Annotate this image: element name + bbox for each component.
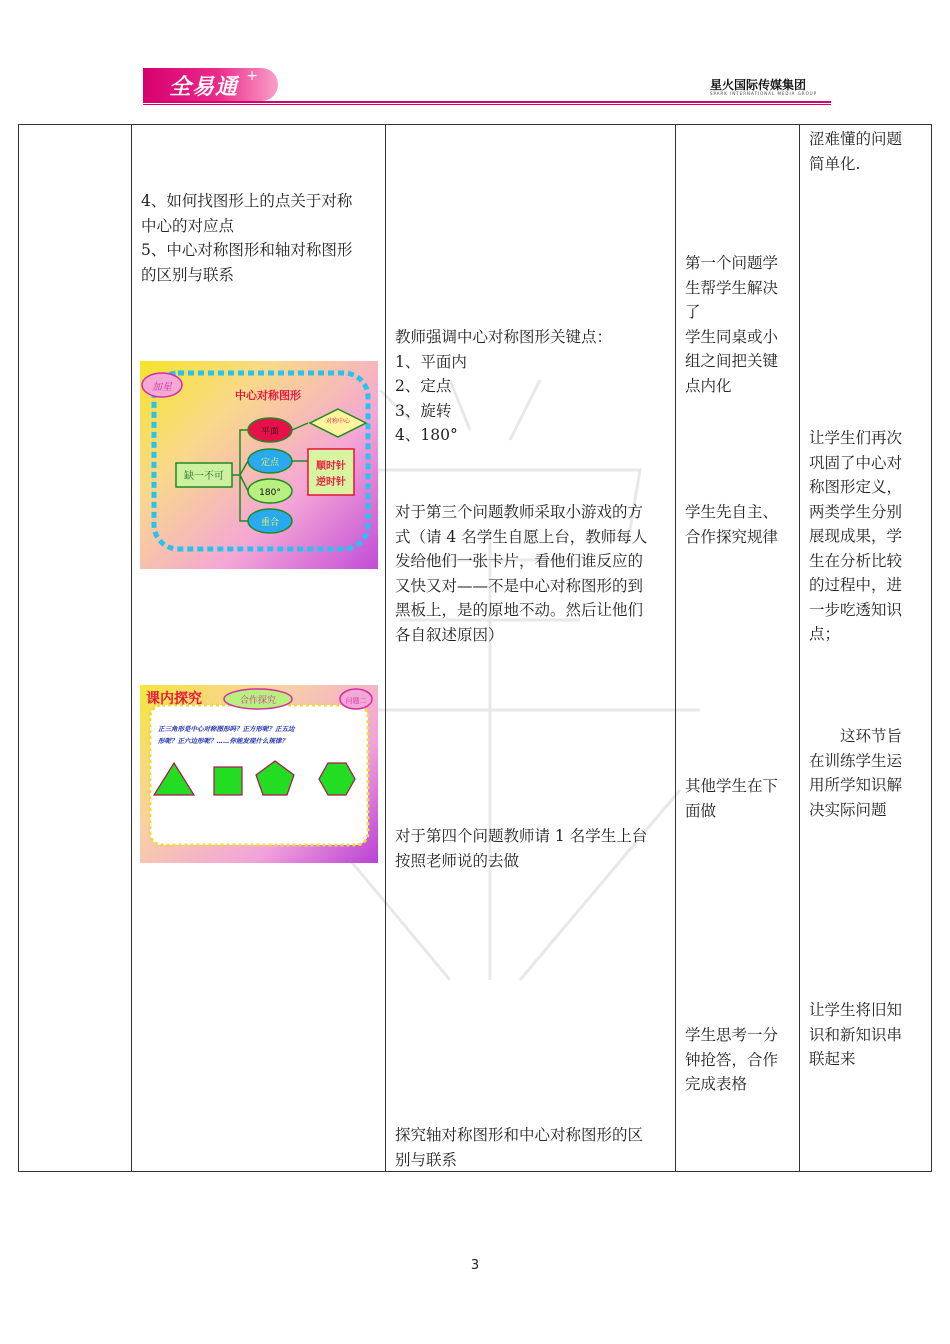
table-cell-col2 xyxy=(132,125,386,1172)
slide-1-title: 中心对称图形 xyxy=(235,389,301,402)
header-divider-thin xyxy=(143,104,831,105)
text-line: 巩固了中心对 xyxy=(809,453,903,472)
text-line: 2、定点 xyxy=(395,377,452,395)
student-activity-4 xyxy=(685,1023,799,1097)
text-line: 的过程中，进 xyxy=(809,576,903,594)
text-line: 其他学生在下 xyxy=(685,777,779,795)
question-line: 中心的对应点 xyxy=(141,216,235,235)
text-line: 简单化. xyxy=(809,154,861,173)
slide-2-title: 课内探究 xyxy=(146,691,202,707)
design-intent-2 xyxy=(809,426,929,647)
text-line: 4、180° xyxy=(395,426,458,444)
question-line: 的区别与联系 xyxy=(141,265,235,284)
design-intent-4 xyxy=(809,998,929,1072)
slide-image-polygons xyxy=(140,685,378,863)
table-cell-col5 xyxy=(800,125,932,1172)
text-line: 一步吃透知识 xyxy=(809,600,903,619)
text-line: 学生同桌或小 xyxy=(685,327,779,346)
text-line: 组之间把关键 xyxy=(685,352,779,370)
text-line: 学生先自主、 xyxy=(685,503,779,521)
slide-image-center-symmetry xyxy=(140,361,378,569)
text-line: 各自叙述原因） xyxy=(395,625,504,644)
slide-1-graphic xyxy=(140,361,378,569)
text-line: 面做 xyxy=(685,801,717,820)
slide-2-badge: 合作探究 xyxy=(239,696,277,706)
slide-2-corner: 问题二 xyxy=(345,697,367,705)
text-line: 学生思考一分 xyxy=(685,1026,779,1044)
text-line: 在训练学生运 xyxy=(809,751,903,770)
text-line: 又快又对——不是中心对称图形的到 xyxy=(395,576,644,595)
text-line: 称图形定义， xyxy=(809,478,903,496)
logo-star-icon: + xyxy=(246,68,258,84)
text-line: 教师强调中心对称图形关键点： xyxy=(395,328,613,346)
slide-2-question-line: 正三角形是中心对称图形吗？正方形呢？正五边 xyxy=(158,725,295,733)
text-line: 点； xyxy=(809,625,841,643)
text-line: 发给他们一张卡片，看他们谁反应的 xyxy=(395,552,644,570)
text-line: 3、旋转 xyxy=(395,401,452,420)
questions-text xyxy=(141,189,381,287)
question-line: 5、中心对称图形和轴对称图形 xyxy=(141,241,353,259)
text-line: 生帮学生解决 xyxy=(685,278,779,297)
text-line: 生在分析比较 xyxy=(809,551,903,570)
page-number: 3 xyxy=(470,1258,480,1273)
logo xyxy=(143,68,278,101)
text-line: 识和新知识串 xyxy=(809,1025,903,1044)
student-activity-3 xyxy=(685,774,799,823)
text-line: 联起来 xyxy=(809,1050,856,1068)
table-cell-col3 xyxy=(386,125,676,1172)
text-line: 两类学生分别 xyxy=(809,502,903,521)
slide-1-diamond: 对称中心 xyxy=(325,418,351,425)
text-line: 用所学知识解 xyxy=(809,776,903,794)
text-line: 探究轴对称图形和中心对称图形的区 xyxy=(395,1126,644,1144)
teacher-explore-text xyxy=(395,1123,675,1172)
text-line: 黑板上，是的原地不动。然后让他们 xyxy=(395,601,644,619)
text-line: 让学生将旧知 xyxy=(809,1001,903,1019)
text-line: 决实际问题 xyxy=(809,800,887,819)
design-intent-1 xyxy=(809,127,929,176)
student-activity-1 xyxy=(685,251,799,398)
slide-1-center: 缺一不可 xyxy=(184,471,224,482)
company-name: 星火国际传媒集团 xyxy=(710,78,807,92)
text-line: 式（请 4 名学生自愿上台，教师每人 xyxy=(395,527,648,546)
header-divider xyxy=(143,101,831,103)
text-line: 1、平面内 xyxy=(395,352,467,371)
slide-1-box-line1: 顺时针 xyxy=(316,461,346,472)
design-intent-3 xyxy=(809,724,929,822)
student-activity-2 xyxy=(685,500,799,549)
text-line: 钟抢答，合作 xyxy=(685,1050,779,1069)
text-line: 按照老师说的去做 xyxy=(395,851,520,870)
slide-2-question-line: 形呢？正六边形呢？……你能发现什么规律？ xyxy=(158,737,288,745)
slide-2-graphic xyxy=(140,685,378,863)
square-shape xyxy=(214,767,242,795)
slide-1-item: 重合 xyxy=(260,518,280,528)
text-line: 点内化 xyxy=(685,376,732,395)
text-line: 第一个问题学 xyxy=(685,254,779,272)
text-line: 对于第三个问题教师采取小游戏的方 xyxy=(395,503,644,521)
slide-1-box-line2: 逆时针 xyxy=(316,477,346,488)
lesson-table xyxy=(18,124,932,1172)
text-line: 合作探究规律 xyxy=(685,527,779,546)
table-cell-col4 xyxy=(676,125,800,1172)
text-line: 别与联系 xyxy=(395,1150,458,1169)
text-line: 对于第四个问题教师请 1 名学生上台 xyxy=(395,827,648,845)
company-name-en: SPARK INTERNATIONAL MEDIA GROUP xyxy=(710,91,818,96)
slide-1-item: 180° xyxy=(259,488,281,498)
table-cell-col1 xyxy=(19,125,132,1172)
teacher-game-text xyxy=(395,500,675,647)
page-header xyxy=(0,0,950,110)
text-line: 这环节旨 xyxy=(809,727,903,745)
text-line: 完成表格 xyxy=(685,1075,748,1093)
text-line: 让学生们再次 xyxy=(809,429,903,447)
text-line: 了 xyxy=(685,303,701,321)
text-line: 展现成果，学 xyxy=(809,527,903,545)
slide-1-item: 定点 xyxy=(260,458,280,468)
slide-1-item: 平面 xyxy=(260,427,280,437)
question-line: 4、如何找图形上的点关于对称 xyxy=(141,192,353,210)
slide-1-tag: 加星 xyxy=(152,382,172,393)
logo-text: 全易通 xyxy=(169,75,239,100)
teacher-keypoints xyxy=(395,325,675,448)
teacher-q4-text xyxy=(395,824,675,873)
text-line: 涩难懂的问题 xyxy=(809,130,903,148)
